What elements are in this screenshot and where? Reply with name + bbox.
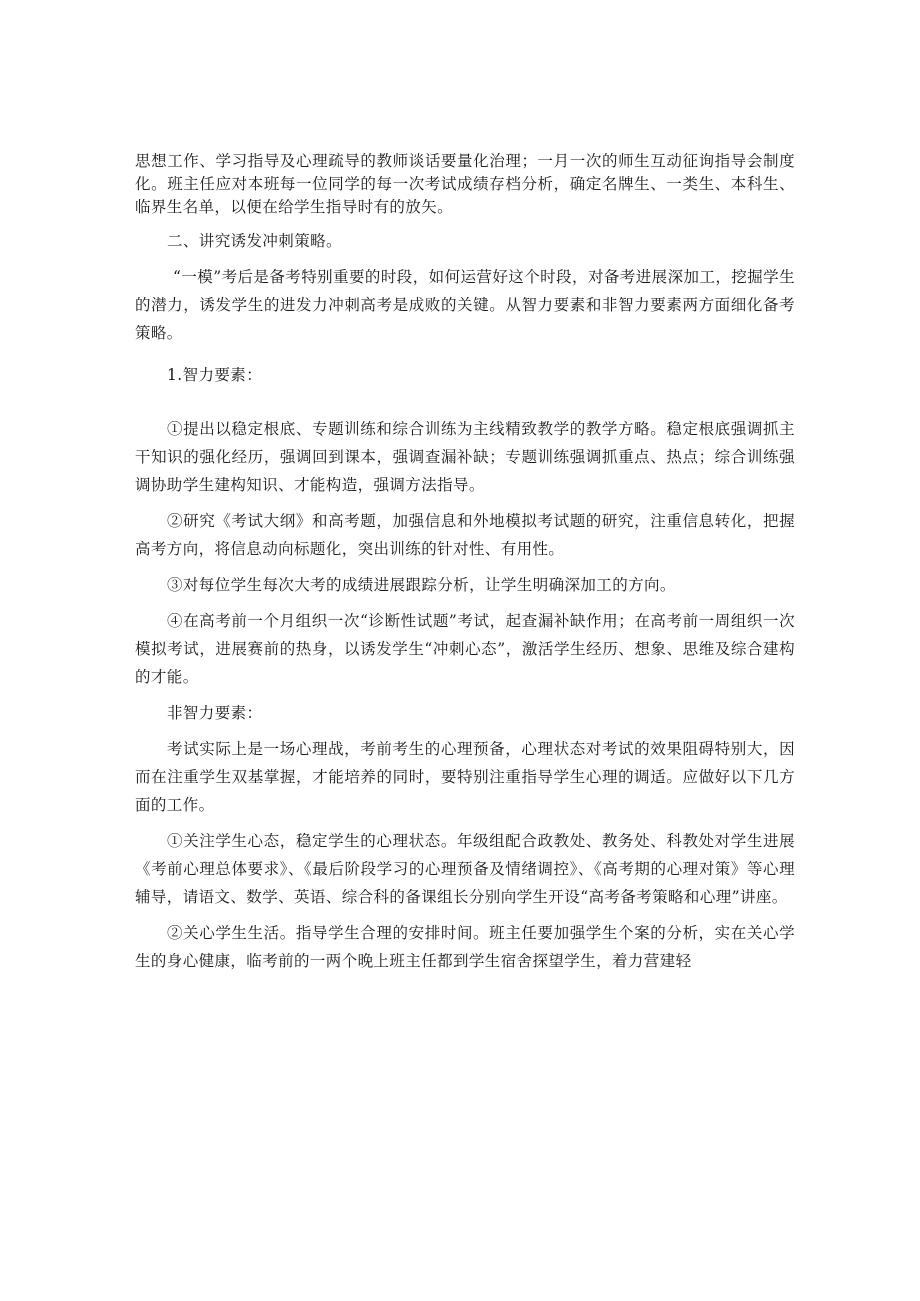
subheading-non-intellectual-factors: 非智力要素： — [167, 704, 263, 722]
paragraph-exam-psychology: 考试实际上是一场心理战，考前考生的心理预备，心理状态对考试的效果阻碍特别大，因而在注重学生双基掌握，才能培养的同时，要特别注重指导学生心理的调适。应做好以下几方面的工作。 — [135, 740, 795, 814]
paragraph-item-student-life: ②关心学生生活。指导学生合理的安排时间。班主任要加强学生个案的分析，实在关心学生的身心健康，临考前的一两个晚上班主任都到学生宿舍探望学生，着力营建轻 — [135, 924, 795, 970]
paragraph-item-2: ②研究《考试大纲》和高考题，加强信息和外地模拟考试题的研究，注重信息转化，把握高考方向，将信息动向标题化，突出训练的针对性、有用性。 — [135, 512, 795, 558]
paragraph-item-4: ④在高考前一个月组织一次“诊断性试题”考试，起查漏补缺作用；在高考前一周组织一次模拟考试，进展赛前的热身，以诱发学生“冲刺心态”，激活学生经历、想象、思维及综合建构的才能。 — [135, 612, 795, 686]
subheading-intellectual-factors: 1.智力要素： — [167, 366, 263, 384]
paragraph-item-mental-state: ①关注学生心态，稳定学生的心理状态。年级组配合政教处、教务处、科教处对学生进展《考前心理总体要求》、《最后阶段学习的心理预备及情绪调控》、《高考期的心理对策》等心理辅导，请语文、数学、英语、综合科的备课组长分别向学生开设“高考备考策略和心理”讲座。 — [135, 832, 795, 906]
paragraph-item-3: ③对每位学生每次大考的成绩进展跟踪分析，让学生明确深加工的方向。 — [167, 576, 676, 594]
section-heading-strategy: 二、讲究诱发冲刺策略。 — [167, 232, 342, 250]
paragraph-first-mock-exam: “一模”考后是备考特别重要的时段，如何运营好这个时段，对备考进展深加工，挖掘学生的潜力，诱发学生的进发力冲刺高考是成败的关键。从智力要素和非智力要素两方面细化备考策略。 — [135, 268, 795, 342]
paragraph-teacher-talks: 思想工作、学习指导及心理疏导的教师谈话要量化治理；一月一次的师生互动征询指导会制度化。班主任应对本班每一位同学的每一次考试成绩存档分析，确定名牌生、一类生、本科生、临界生名单，以便在给学生指导时有的放矢。 — [135, 152, 795, 216]
document-page — [135, 150, 795, 975]
paragraph-item-1: ①提出以稳定根底、专题训练和综合训练为主线精致教学的教学方略。稳定根底强调抓主干知识的强化经历，强调回到课本，强调查漏补缺；专题训练强调抓重点、热点；综合训练强调协助学生建构知识、才能构造，强调方法指导。 — [135, 420, 795, 494]
